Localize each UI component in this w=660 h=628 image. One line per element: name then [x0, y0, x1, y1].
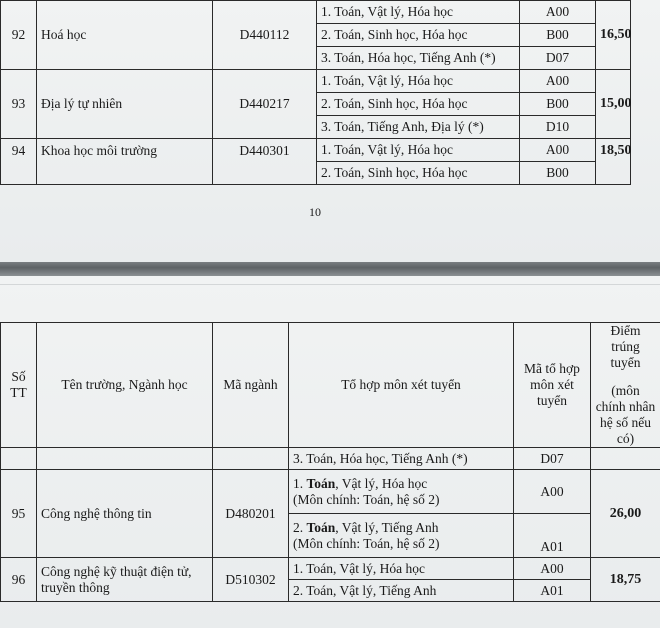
combo-text: 1. Toán, Vật lý, Hóa học: [289, 558, 514, 580]
header-no: Số TT: [1, 323, 37, 448]
header-code: Mã ngành: [213, 323, 289, 448]
major-code: D510302: [213, 558, 289, 602]
header-combo: Tổ hợp môn xét tuyển: [289, 323, 514, 448]
combo-code: B00: [520, 24, 596, 47]
major-name: Địa lý tự nhiên: [37, 70, 213, 139]
combo-code: D10: [520, 116, 596, 139]
combo-text: 2. Toán, Sinh học, Hóa học: [317, 24, 520, 47]
major-name: Hoá học: [37, 1, 213, 70]
score-table-bottom: [0, 322, 660, 602]
row-number: 95: [1, 470, 37, 558]
admission-score: 16,50: [596, 1, 631, 70]
major-code: D480201: [213, 470, 289, 558]
score-table-top: [0, 0, 631, 185]
combo-text: 1. Toán, Vật lý, Hóa học: [317, 70, 520, 93]
combo-text: 2. Toán, Sinh học, Hóa học: [317, 93, 520, 116]
combo-note: (Môn chính: Toán, hệ số 2): [293, 535, 440, 551]
combo-text: 2. Toán, Vật lý, Tiếng Anh: [289, 580, 514, 602]
combo-text: 2. Toán, Sinh học, Hóa học: [317, 162, 520, 185]
combo-text: 3. Toán, Hóa học, Tiếng Anh (*): [317, 47, 520, 70]
combo-code: B00: [520, 93, 596, 116]
combo-text: 2. Toán, Vật lý, Tiếng Anh (Môn chính: Toán, hệ số 2): [289, 514, 514, 558]
combo-text: 3. Toán, Tiếng Anh, Địa lý (*): [317, 116, 520, 139]
combo-code: D07: [514, 448, 591, 470]
row-number: 96: [1, 558, 37, 602]
combo-code: A00: [520, 1, 596, 24]
scan-artifact: [0, 284, 660, 285]
combo-text: 1. Toán, Vật lý, Hóa học (Môn chính: Toán, hệ số 2): [289, 470, 514, 514]
row-number: 93: [1, 70, 37, 139]
page-bottom: [0, 276, 660, 628]
major-code: D440301: [213, 139, 317, 185]
page-top: [0, 0, 660, 262]
row-number: 94: [1, 139, 37, 185]
major-name: Công nghệ thông tin: [37, 470, 213, 558]
combo-code: A01: [514, 580, 591, 602]
combo-code: A00: [520, 139, 596, 162]
empty-cell: [591, 448, 660, 470]
combo-text: 1. Toán, Vật lý, Hóa học: [317, 1, 520, 24]
page-break: [0, 262, 660, 276]
combo-code: A00: [520, 70, 596, 93]
admission-score: 26,00: [591, 470, 660, 558]
admission-score: 18,75: [591, 558, 660, 602]
major-code: D440217: [213, 70, 317, 139]
header-score: [591, 323, 660, 448]
empty-cell: [37, 448, 213, 470]
combo-text: 3. Toán, Hóa học, Tiếng Anh (*): [289, 448, 514, 470]
admission-score: 18,50: [596, 139, 631, 185]
admission-score: 15,00: [596, 70, 631, 139]
row-number: 92: [1, 1, 37, 70]
combo-code: A00: [514, 470, 591, 514]
major-code: D440112: [213, 1, 317, 70]
major-name: Công nghệ kỹ thuật điện tử, truyền thông: [37, 558, 213, 602]
header-name: Tên trường, Ngành học: [37, 323, 213, 448]
combo-text: 1. Toán, Vật lý, Hóa học: [317, 139, 520, 162]
header-score-note: (môn chính nhân hệ số nếu có): [595, 383, 656, 446]
header-score-title: Điểm trúng tuyển: [610, 323, 641, 370]
combo-note: (Môn chính: Toán, hệ số 2): [293, 491, 440, 507]
combo-code: B00: [520, 162, 596, 185]
empty-cell: [1, 448, 37, 470]
combo-code: A01: [514, 514, 591, 558]
combo-code: A00: [514, 558, 591, 580]
combo-code: D07: [520, 47, 596, 70]
page-number: 10: [309, 205, 321, 219]
major-name: Khoa học môi trường: [37, 139, 213, 185]
header-block: Mã tổ hợp môn xét tuyển: [514, 323, 591, 448]
empty-cell: [213, 448, 289, 470]
